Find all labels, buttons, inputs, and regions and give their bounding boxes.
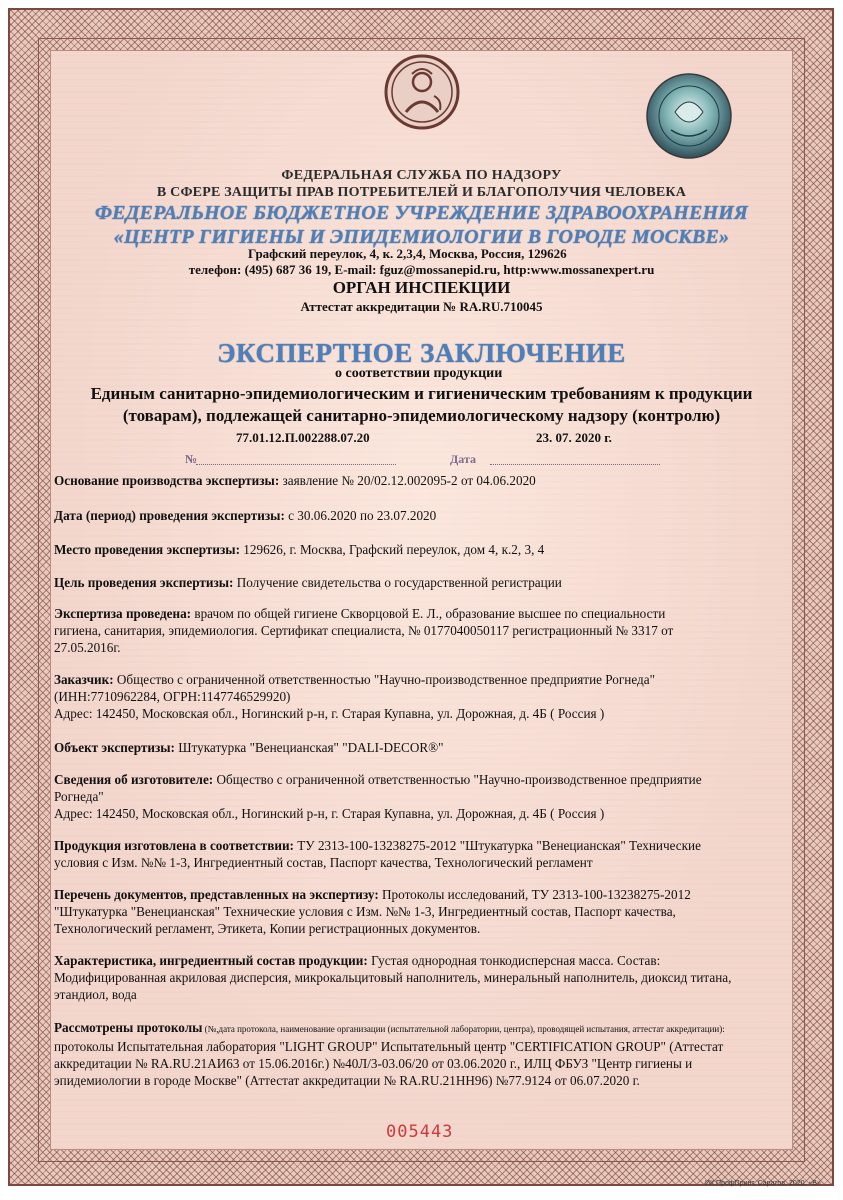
place-field bbox=[54, 541, 794, 558]
maker-line-2: Рогнеда" bbox=[54, 789, 104, 804]
period-value: с 30.06.2020 по 23.07.2020 bbox=[284, 508, 437, 523]
basis-value: заявление № 20/02.12.002095-2 от 04.06.2020 bbox=[279, 473, 536, 488]
number-label: № bbox=[185, 452, 198, 466]
customer-field bbox=[54, 671, 794, 722]
org-address: Графский переулок, 4, к. 2,3,4, Москва, Россия, 129626 bbox=[248, 246, 567, 261]
maker-line-1: Общество с ограниченной ответственностью "Научно-производственное предприятие bbox=[213, 772, 702, 787]
document-title: ЭКСПЕРТНОЕ ЗАКЛЮЧЕНИЕ bbox=[217, 338, 626, 368]
document-subtitle-2: Единым санитарно-эпидемиологическим и гигиеническим требованиям к продукции bbox=[90, 384, 753, 403]
emblem-icon bbox=[382, 52, 462, 132]
documents-line-1: Протоколы исследований, ТУ 2313-100-13238275-2012 bbox=[378, 887, 691, 902]
expert-field bbox=[54, 605, 794, 656]
documents-line-2: "Штукатурка "Венецианская" Технические условия с Изм. №№ 1-3, Ингредиентный состав, Паспорт качества, bbox=[54, 904, 676, 919]
basis-label: Основание производства экспертизы: bbox=[54, 473, 280, 488]
document-date: 23. 07. 2020 г. bbox=[536, 430, 612, 445]
made-field bbox=[54, 837, 794, 871]
document-subtitle-3: (товарам), подлежащей санитарно-эпидемиологическому надзору (контролю) bbox=[122, 406, 721, 425]
expert-line-2: гигиена, санитария, эпидемиология. Сертификат специалиста, № 0177040050117 регистрационный № 3317 от bbox=[54, 623, 674, 638]
protocols-field bbox=[54, 1019, 794, 1089]
inspection-body-title: ОРГАН ИНСПЕКЦИИ bbox=[332, 278, 511, 297]
maker-field bbox=[54, 771, 794, 822]
period-field bbox=[54, 507, 794, 524]
characteristics-line-2: Модифицированная акриловая дисперсия, микрокальцитовый наполнитель, минеральный наполнитель, диоксид титана, bbox=[54, 970, 732, 985]
made-line-2: условия с Изм. №№ 1-3, Ингредиентный состав, Паспорт качества, Технологический регламент bbox=[54, 855, 593, 870]
org-name-line-2: «ЦЕНТР ГИГИЕНЫ И ЭПИДЕМИОЛОГИИ В ГОРОДЕ МОСКВЕ» bbox=[113, 226, 730, 248]
customer-line-1: Общество с ограниченной ответственностью "Научно-производственное предприятие Рогнеда" bbox=[113, 672, 655, 687]
protocols-line-3: эпидемиологии в городе Москве" (Аттестат аккредитации № RA.RU.21НН96) №77.9124 от 06.07.2020 г. bbox=[54, 1073, 640, 1088]
accreditation-number: Аттестат аккредитации № RA.RU.710045 bbox=[300, 299, 543, 314]
purpose-value: Получение свидетельства о государственной регистрации bbox=[233, 575, 562, 590]
object-label: Объект экспертизы: bbox=[54, 740, 175, 755]
number-underline bbox=[196, 464, 396, 465]
period-label: Дата (период) проведения экспертизы: bbox=[54, 508, 285, 523]
object-field bbox=[54, 739, 794, 756]
org-contacts: телефон: (495) 687 36 19, E-mail: fguz@mossanepid.ru, http:www.mossanexpert.ru bbox=[188, 262, 655, 277]
customer-label: Заказчик: bbox=[54, 672, 114, 687]
expert-line-3: 27.05.2016г. bbox=[54, 640, 121, 655]
date-label: Дата bbox=[450, 452, 476, 466]
place-label: Место проведения экспертизы: bbox=[54, 542, 240, 557]
documents-label: Перечень документов, представленных на экспертизу: bbox=[54, 887, 379, 902]
expert-label: Экспертиза проведена: bbox=[54, 606, 192, 621]
characteristics-label: Характеристика, ингредиентный состав продукции: bbox=[54, 953, 368, 968]
serial-number: 005443 bbox=[386, 1122, 454, 1142]
purpose-field bbox=[54, 574, 794, 591]
basis-field bbox=[54, 472, 794, 489]
made-line-1: ТУ 2313-100-13238275-2012 "Штукатурка "Венецианская" Технические bbox=[293, 838, 701, 853]
characteristics-line-1: Густая однородная тонкодисперсная масса. Состав: bbox=[367, 953, 661, 968]
documents-line-3: Технологический регламент, Этикета, Копии регистрационных документов. bbox=[54, 921, 481, 936]
org-name-line-1: ФЕДЕРАЛЬНОЕ БЮДЖЕТНОЕ УЧРЕЖДЕНИЕ ЗДРАВООХРАНЕНИЯ bbox=[94, 202, 749, 224]
characteristics-line-3: этандиол, вода bbox=[54, 987, 137, 1002]
protocols-note: (№,дата протокола, наименование организации (испытательной лаборатории, центра), проводящей испытания, аттестат аккредитации): bbox=[202, 1024, 725, 1034]
customer-line-2: (ИНН:7710962284, ОГРН:1147746529920) bbox=[54, 689, 291, 704]
maker-line-3: Адрес: 142450, Московская обл., Ногинский р-н, г. Старая Купавна, ул. Дорожная, д. 4Б ( Россия ) bbox=[54, 806, 605, 821]
header-line-1: ФЕДЕРАЛЬНАЯ СЛУЖБА ПО НАДЗОРУ bbox=[281, 168, 562, 183]
protocols-line-2: аккредитации № RA.RU.21АИ63 от 15.06.2016г.) №40Л/3-03.06/20 от 03.06.2020 г., ИЛЦ ФБУЗ "Центр гигиены и bbox=[54, 1056, 693, 1071]
document-number: 77.01.12.П.002288.07.20 bbox=[236, 430, 370, 445]
purpose-label: Цель проведения экспертизы: bbox=[54, 575, 234, 590]
hologram-seal-icon bbox=[645, 72, 733, 160]
object-value: Штукатурка "Венецианская" "DALI-DECOR®" bbox=[174, 740, 444, 755]
customer-line-3: Адрес: 142450, Московская обл., Ногинский р-н, г. Старая Купавна, ул. Дорожная, д. 4Б ( Россия ) bbox=[54, 706, 605, 721]
characteristics-field bbox=[54, 952, 794, 1003]
date-underline bbox=[490, 464, 660, 465]
document-subtitle-1: о соответствии продукции bbox=[335, 366, 503, 381]
protocols-line-1: протоколы Испытательная лаборатория "LIGHT GROUP" Испытательный центр "CERTIFICATION GROUP" (Аттестат bbox=[54, 1039, 724, 1054]
documents-field bbox=[54, 886, 794, 937]
made-label: Продукция изготовлена в соответствии: bbox=[54, 838, 294, 853]
protocols-label: Рассмотрены протоколы bbox=[54, 1020, 203, 1035]
header-line-2: В СФЕРЕ ЗАЩИТЫ ПРАВ ПОТРЕБИТЕЛЕЙ И БЛАГОПОЛУЧИЯ ЧЕЛОВЕКА bbox=[156, 185, 687, 200]
maker-label: Сведения об изготовителе: bbox=[54, 772, 214, 787]
place-value: 129626, г. Москва, Графский переулок, дом 4, к.2, 3, 4 bbox=[239, 542, 545, 557]
printer-imprint: ИК ПрофПринт, Саратов, 2020, «В» bbox=[705, 1180, 821, 1187]
expert-line-1: врачом по общей гигиене Скворцовой Е. Л., образование высшее по специальности bbox=[191, 606, 666, 621]
